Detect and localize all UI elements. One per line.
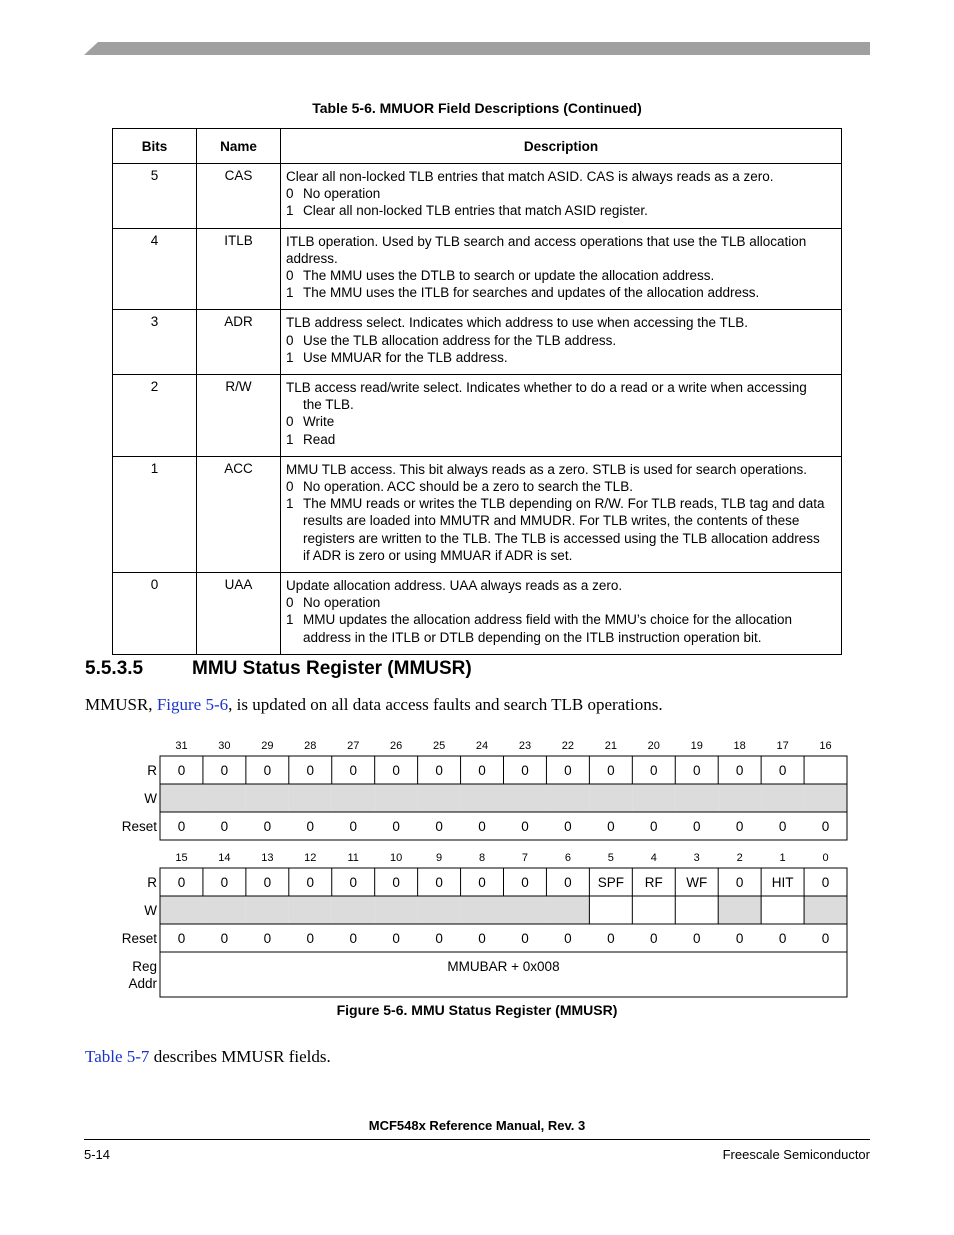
row-label-r: R [147,763,157,778]
option-text: No operation [303,186,381,202]
bit-number: 21 [604,740,617,752]
reset-row-box [160,924,847,952]
read-value: 0 [692,763,701,778]
table-row [113,375,842,457]
address-box [160,952,847,997]
row-label-r: R [147,875,157,890]
bit-number: 6 [564,852,571,864]
cell-name: ITLB [197,228,281,310]
row-label-w: W [144,791,157,806]
write-reserved-cell [546,896,589,924]
cell-description [281,310,842,375]
reset-value: 0 [607,931,615,946]
option-text: Use the TLB allocation address for the TLB address. [303,332,617,348]
option-value: 0 [286,332,294,348]
write-reserved-cell [632,784,675,812]
reset-value: 0 [650,819,658,834]
option-line [286,284,835,301]
option-text: The MMU uses the DTLB to search or update the allocation address. [303,268,715,284]
option-line [286,478,835,495]
write-reserved-cell [589,784,632,812]
continuation-line: if ADR is zero or using MMUAR if ADR is set. [303,547,573,563]
option-text: No operation. ACC should be a zero to search the TLB. [303,479,633,495]
option-value: 1 [286,285,294,301]
option-line [286,267,835,284]
figure-link[interactable]: Figure 5-6 [156,695,229,714]
table-row [113,164,842,229]
bit-number: 2 [736,852,743,864]
reset-value: 0 [521,931,529,946]
option-value: 1 [286,496,294,512]
read-value: 0 [478,763,486,778]
read-value: HIT [771,875,794,890]
cell-name: ACC [197,456,281,572]
write-reserved-cell [246,896,289,924]
continuation-line: results are loaded into MMUTR and MMUDR. For TLB writes, the contents of these [303,513,800,529]
bit-number: 10 [390,852,403,864]
write-reserved-cell [504,784,547,812]
write-reserved-cell [375,784,418,812]
reset-value: 0 [306,819,315,834]
table-caption: Table 5-6. MMUOR Field Descriptions (Continued) [312,100,642,116]
write-reserved-cell [332,784,375,812]
bit-number: 26 [390,740,403,752]
option-text: Use MMUAR for the TLB address. [303,349,508,365]
option-line [286,611,835,628]
reset-value: 0 [263,819,272,834]
reset-value: 0 [478,819,486,834]
option-line [286,202,835,219]
write-reserved-cell [418,896,461,924]
section-heading [85,658,472,680]
read-value: 0 [735,875,744,890]
write-reserved-cell [804,896,847,924]
reset-value: 0 [349,931,357,946]
field-descriptions-table [112,128,842,655]
description-line: TLB address select. Indicates which address to use when accessing the TLB. [286,315,748,331]
option-value: 0 [286,414,294,430]
read-value: 0 [435,875,443,890]
option-value: 1 [286,203,294,219]
reset-value: 0 [735,931,744,946]
bit-number: 25 [432,740,446,752]
bit-number: 5 [607,852,614,864]
write-reserved-cell [289,896,332,924]
register-box [160,868,847,924]
bit-number: 3 [693,852,700,864]
header-bar [84,42,870,55]
table-row [113,310,842,375]
row-label-w: W [144,903,157,918]
reset-value: 0 [392,819,400,834]
reset-value: 0 [735,819,744,834]
section-title: MMU Status Register (MMUSR) [192,658,472,679]
reset-value: 0 [692,819,701,834]
read-value: 0 [220,763,229,778]
intro-text-before: MMUSR, [85,695,157,714]
reset-value: 0 [306,931,315,946]
write-reserved-cell [418,784,461,812]
reset-value: 0 [778,819,787,834]
bit-number: 0 [822,852,829,864]
reset-value: 0 [177,819,186,834]
bit-number: 4 [650,852,657,864]
cell-bits: 5 [113,164,197,229]
reset-value: 0 [392,931,400,946]
cell-description [281,164,842,229]
bit-number: 18 [733,740,746,752]
bit-number: 1 [779,852,786,864]
bit-number: 29 [261,740,274,752]
read-value: 0 [220,875,229,890]
footer-rule [84,1139,870,1140]
bit-number: 9 [436,852,443,864]
read-value: 0 [821,875,830,890]
option-value: 1 [286,431,294,447]
option-value: 0 [286,595,294,611]
option-line [286,495,835,512]
continuation-line: address in the ITLB or DTLB depending on the ITLB instruction operation bit. [303,629,762,645]
section-number: 5.5.3.5 [85,658,144,679]
footer-title: MCF548x Reference Manual, Rev. 3 [368,1118,586,1133]
read-value: 0 [564,875,572,890]
company-name: Freescale Semiconductor [722,1147,870,1162]
reset-value: 0 [821,931,830,946]
write-reserved-cell [375,896,418,924]
cell-name: R/W [197,375,281,457]
header-name: Name [197,129,281,164]
bit-number: 7 [521,852,529,864]
read-value: 0 [521,763,529,778]
reset-value: 0 [821,819,830,834]
read-value: RF [644,875,663,890]
header-description: Description [281,129,842,164]
cell-description [281,573,842,655]
bit-number: 11 [347,852,359,864]
write-reserved-cell [203,896,246,924]
reset-value: 0 [478,931,486,946]
intro-text-after: , is updated on all data access faults and search TLB operations. [228,695,663,714]
option-value: 0 [286,268,294,284]
write-reserved-cell [160,784,203,812]
row-label-reset: Reset [121,931,157,946]
read-value: 0 [607,763,615,778]
row-label-reset: Reset [121,819,157,834]
reset-value: 0 [349,819,357,834]
write-reserved-cell [718,896,761,924]
read-value: 0 [349,875,357,890]
cell-name: UAA [197,573,281,655]
reset-value: 0 [564,931,572,946]
table-header-row [113,129,842,164]
read-value: 0 [349,763,357,778]
read-value: 0 [263,763,272,778]
write-reserved-cell [289,784,332,812]
register-box [160,756,847,812]
read-value: 0 [778,763,787,778]
header-bits: Bits [113,129,197,164]
read-value: 0 [478,875,486,890]
write-reserved-cell [804,784,847,812]
bit-number: 8 [478,852,486,864]
bit-number: 31 [175,740,188,752]
option-line [286,349,835,366]
cell-name: CAS [197,164,281,229]
description-line: address. [286,250,338,266]
write-reserved-cell [675,784,718,812]
reset-value: 0 [521,819,529,834]
bit-number: 15 [175,852,188,864]
option-text: The MMU reads or writes the TLB depending on R/W. For TLB reads, TLB tag and data [303,496,825,512]
reset-value: 0 [650,931,658,946]
trailing-text: describes MMUSR fields. [149,1047,331,1066]
bit-number: 19 [690,740,703,752]
cell-bits: 1 [113,456,197,572]
bit-number: 28 [304,740,317,752]
option-value: 1 [286,349,294,365]
option-line [286,594,835,611]
register-address: MMUBAR + 0x008 [447,959,560,974]
reset-value: 0 [177,931,186,946]
cell-bits: 0 [113,573,197,655]
option-text: The MMU uses the ITLB for searches and updates of the allocation address. [303,285,760,301]
bit-number: 20 [647,740,660,752]
option-line [286,413,835,430]
figure-caption: Figure 5-6. MMU Status Register (MMUSR) [336,1002,618,1018]
reset-value: 0 [220,819,229,834]
reset-value: 0 [778,931,787,946]
table-row [113,228,842,310]
bit-number: 16 [819,740,832,752]
cell-name: ADR [197,310,281,375]
cell-description [281,228,842,310]
read-value: 0 [435,763,443,778]
option-text: Write [303,414,335,430]
bit-number: 23 [518,740,532,752]
write-reserved-cell [332,896,375,924]
cell-bits: 4 [113,228,197,310]
reset-value: 0 [564,819,572,834]
bit-number: 27 [347,740,360,752]
reset-value: 0 [263,931,272,946]
bit-number: 17 [776,740,789,752]
reset-value: 0 [435,931,443,946]
reset-value: 0 [607,819,615,834]
continuation-line: registers are written to the TLB. The TLB is accessed using the TLB allocation address [303,530,820,546]
cell-description [281,375,842,457]
option-value: 1 [286,612,294,628]
write-reserved-cell [546,784,589,812]
write-reserved-cell [203,784,246,812]
bit-number: 14 [218,852,231,864]
bit-number: 30 [218,740,231,752]
description-line: MMU TLB access. This bit always reads as a zero. STLB is used for search operations. [286,461,807,477]
bit-number: 24 [475,740,489,752]
read-value: 0 [564,763,572,778]
cell-bits: 2 [113,375,197,457]
intro-paragraph [85,695,663,715]
cell-bits: 3 [113,310,197,375]
write-reserved-cell [761,784,804,812]
write-reserved-cell [246,784,289,812]
row-label-addr: Addr [128,976,157,991]
cell-description [281,456,842,572]
trailing-paragraph [85,1047,331,1067]
reset-value: 0 [435,819,443,834]
option-value: 0 [286,186,294,202]
table-link[interactable]: Table 5-7 [85,1047,150,1066]
option-text: Read [303,431,336,447]
read-value: 0 [392,875,400,890]
option-text: MMU updates the allocation address field with the MMU’s choice for the allocation [303,612,792,628]
read-value: 0 [306,763,315,778]
write-reserved-cell [461,784,504,812]
read-value: 0 [177,763,186,778]
read-value: 0 [306,875,315,890]
read-value: WF [686,875,708,890]
read-value: 0 [650,763,658,778]
write-reserved-cell [160,896,203,924]
table-row [113,456,842,572]
bit-number: 12 [304,852,317,864]
read-value: 0 [521,875,529,890]
write-reserved-cell [718,784,761,812]
reset-value: 0 [220,931,229,946]
read-value: SPF [597,875,624,890]
description-line: Clear all non-locked TLB entries that match ASID. CAS is always reads as a zero. [286,169,774,184]
read-value: 0 [177,875,186,890]
option-line [286,332,835,349]
option-line [286,431,835,448]
table-row [113,573,842,655]
write-reserved-cell [504,896,547,924]
row-label-reg: Reg [132,959,157,974]
page-number: 5-14 [84,1147,111,1162]
option-value: 0 [286,479,294,495]
reset-row-box [160,812,847,840]
write-reserved-cell [461,896,504,924]
description-line: ITLB operation. Used by TLB search and access operations that use the TLB allocation [286,233,807,249]
option-text: No operation [303,595,381,611]
description-line: Update allocation address. UAA always reads as a zero. [286,578,623,594]
bit-number: 13 [261,852,274,864]
read-value: 0 [263,875,272,890]
bit-number: 22 [561,740,575,752]
read-value: 0 [392,763,400,778]
reset-value: 0 [692,931,701,946]
option-text: Clear all non-locked TLB entries that match ASID register. [303,203,648,219]
continuation-line: the TLB. [303,397,354,413]
option-line [286,185,835,202]
read-value: 0 [735,763,744,778]
description-line: TLB access read/write select. Indicates whether to do a read or a write when accessing [286,380,807,396]
